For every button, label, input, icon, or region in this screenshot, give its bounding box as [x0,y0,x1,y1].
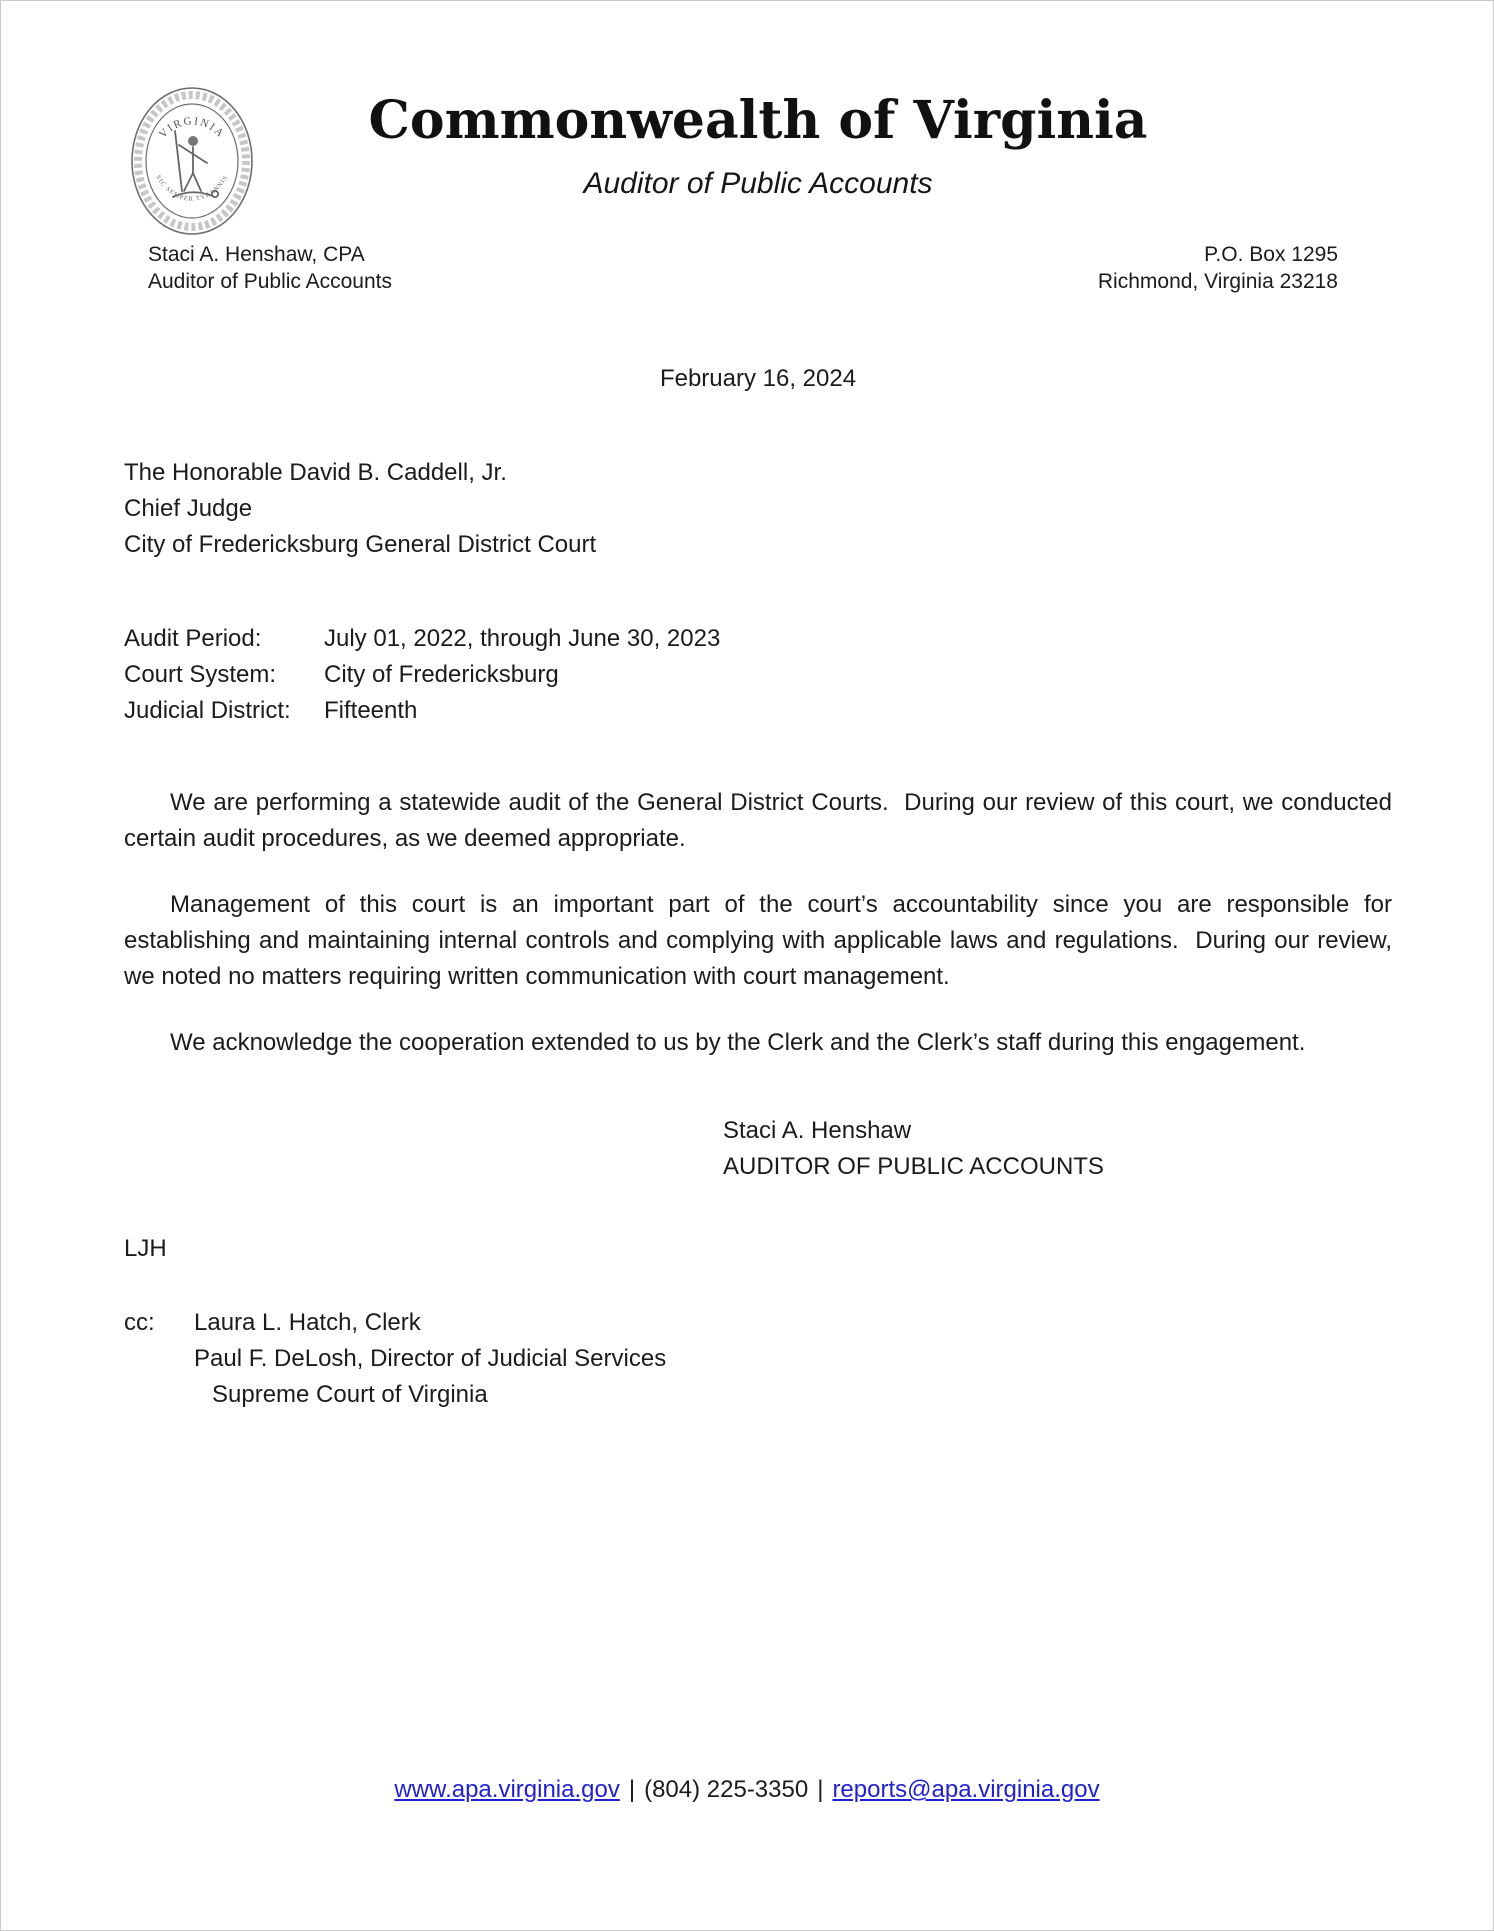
judicial-district-value: Fifteenth [324,697,418,724]
letterhead [124,67,1392,307]
city-state-zip: Richmond, Virginia 23218 [1097,270,1338,293]
seal-top-text: VIRGINIA [156,115,228,141]
svg-text:SIC SEMPER TYRANNIS [154,174,229,203]
official-title: Auditor of Public Accounts [148,270,392,293]
cc-label: cc: [124,1309,155,1336]
email-link[interactable]: reports@apa.virginia.gov [832,1776,1100,1803]
audit-period-row [124,621,1392,657]
recipient-court: City of Fredericksburg General District Court [124,531,597,558]
paragraph-1: We are performing a statewide audit of the General District Courts. During our review of this court, we conducted certain audit procedures, as we deemed appropriate. [124,789,1399,852]
cc-item-clerk: Laura L. Hatch, Clerk [194,1309,421,1336]
typist-initials: LJH [124,1235,167,1262]
cc-item-director: Paul F. DeLosh, Director of Judicial Services [194,1345,667,1372]
po-box: P.O. Box 1295 [1204,243,1338,266]
court-system-value: City of Fredericksburg [324,661,559,688]
court-system-label: Court System: [124,661,277,688]
official-name: Staci A. Henshaw, CPA [148,243,365,266]
cc-block [124,1305,1392,1413]
court-system-row [124,657,1392,693]
cc-item-supreme-court: Supreme Court of Virginia [212,1381,488,1408]
cc-names [194,1305,666,1413]
signature-block [723,1113,1392,1185]
recipient-block [124,455,1392,563]
address-block [1098,241,1338,295]
judicial-district-row [124,693,1392,729]
recipient-title: Chief Judge [124,495,253,522]
virginia-state-seal-icon [129,85,255,237]
paragraph-3: We acknowledge the cooperation extended to us by the Clerk and the Clerk’s staff during this engagement. [170,1029,1306,1056]
reference-block [124,621,1392,729]
signature-name: Staci A. Henshaw [723,1117,912,1144]
website-link[interactable]: www.apa.virginia.gov [394,1776,620,1803]
letter-body [124,785,1399,1061]
audit-period-label: Audit Period: [124,625,262,652]
footer-separator-2: | [817,1776,824,1803]
org-title: Commonwealth of Virginia [368,90,1148,151]
official-block [148,241,392,295]
org-subtitle: Auditor of Public Accounts [583,167,933,200]
seal-bottom-text: SIC SEMPER TYRANNIS [154,174,230,203]
audit-period-value: July 01, 2022, through June 30, 2023 [324,625,721,652]
page-footer [1,1776,1493,1804]
recipient-name: The Honorable David B. Caddell, Jr. [124,459,507,486]
signature-title: AUDITOR OF PUBLIC ACCOUNTS [723,1153,1104,1180]
seal-virtus-figure [173,131,218,197]
paragraph-2: Management of this court is an important part of the court’s accountability since you are responsible for establishing and maintaining internal controls and complying with applicable laws and regulations. During our review, we noted no matters requiring written communication with court management. [124,891,1399,990]
judicial-district-label: Judicial District: [124,697,291,724]
phone-number: (804) 225-3350 [644,1776,809,1803]
letter-date: February 16, 2024 [659,365,857,392]
footer-separator-1: | [628,1776,636,1803]
